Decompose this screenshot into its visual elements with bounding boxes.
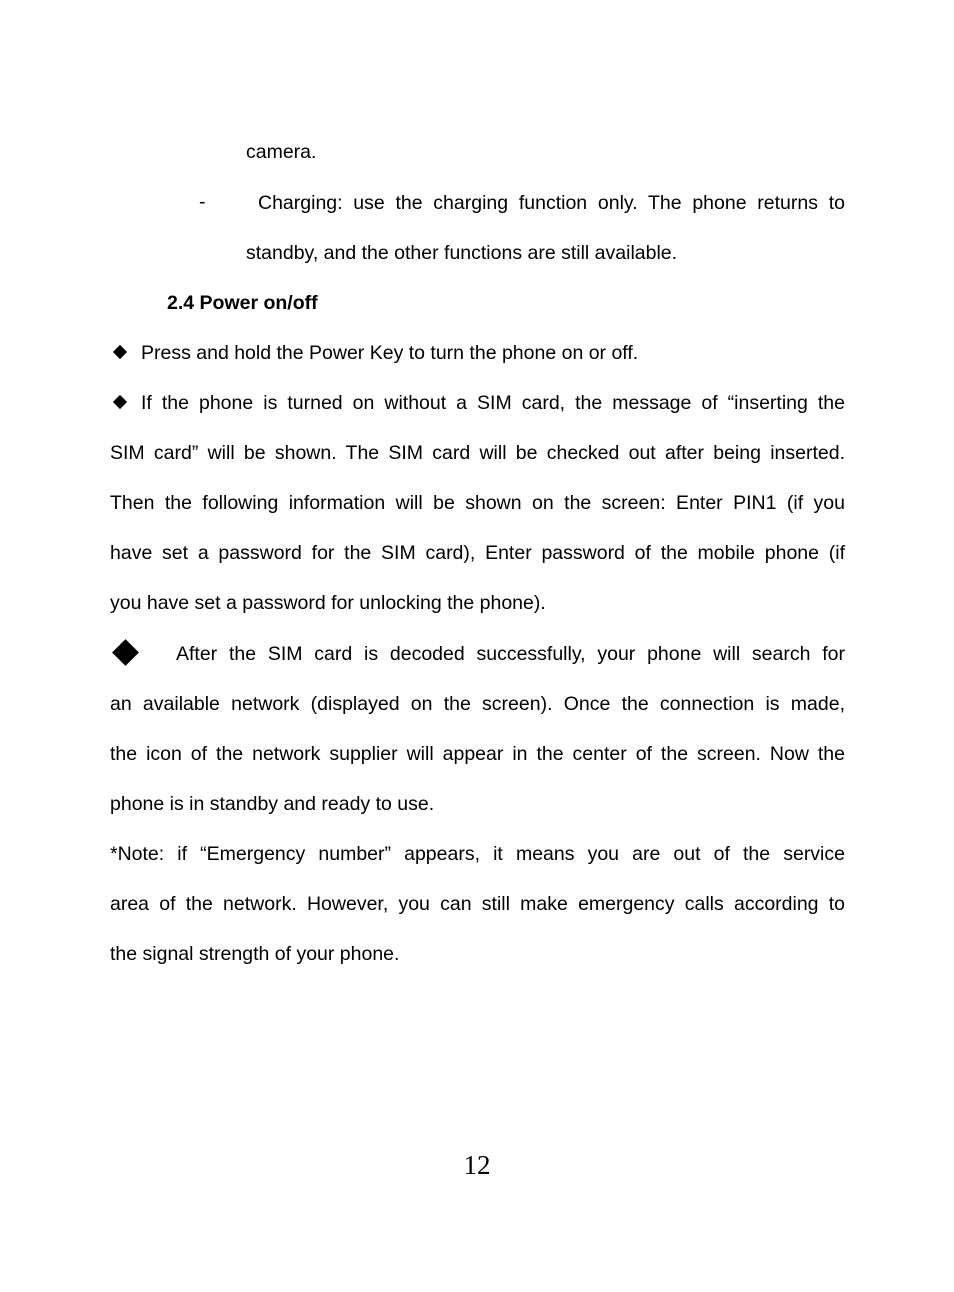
bullet-3-line-4: phone is in standby and ready to use. xyxy=(110,793,435,815)
bullet-2-line-1: If the phone is turned on without a SIM card, the message of “inserting the xyxy=(141,392,845,414)
dash-marker: - xyxy=(199,191,206,213)
note-line-1: *Note: if “Emergency number” appears, it means you are out of the service xyxy=(110,843,845,865)
bullet-3-line-3: the icon of the network supplier will appear in the center of the screen. Now the xyxy=(110,743,845,765)
bullet-2-line-5: you have set a password for unlocking the phone). xyxy=(110,592,546,614)
section-heading: 2.4 Power on/off xyxy=(167,292,318,314)
bullet-2-line-2: SIM card” will be shown. The SIM card will be checked out after being inserted. xyxy=(110,442,845,464)
bullet-diamond-icon xyxy=(113,395,127,409)
note-line-2: area of the network. However, you can still make emergency calls according to xyxy=(110,893,845,915)
bullet-3-line-1: After the SIM card is decoded successfully, your phone will search for xyxy=(176,643,845,665)
bullet-2-line-3: Then the following information will be shown on the screen: Enter PIN1 (if you xyxy=(110,492,845,514)
charging-line-2: standby, and the other functions are still available. xyxy=(246,242,678,264)
bullet-diamond-icon xyxy=(113,345,127,359)
large-diamond-icon xyxy=(112,639,139,666)
bullet-2-line-4: have set a password for the SIM card), Enter password of the mobile phone (if xyxy=(110,542,845,564)
bullet-3-line-2: an available network (displayed on the screen). Once the connection is made, xyxy=(110,693,845,715)
camera-line-end: camera. xyxy=(246,141,317,163)
bullet-1-text: Press and hold the Power Key to turn the phone on or off. xyxy=(141,342,639,364)
charging-line-1: Charging: use the charging function only. The phone returns to xyxy=(258,192,845,214)
note-line-3: the signal strength of your phone. xyxy=(110,943,400,965)
page-number: 12 xyxy=(463,1150,491,1180)
